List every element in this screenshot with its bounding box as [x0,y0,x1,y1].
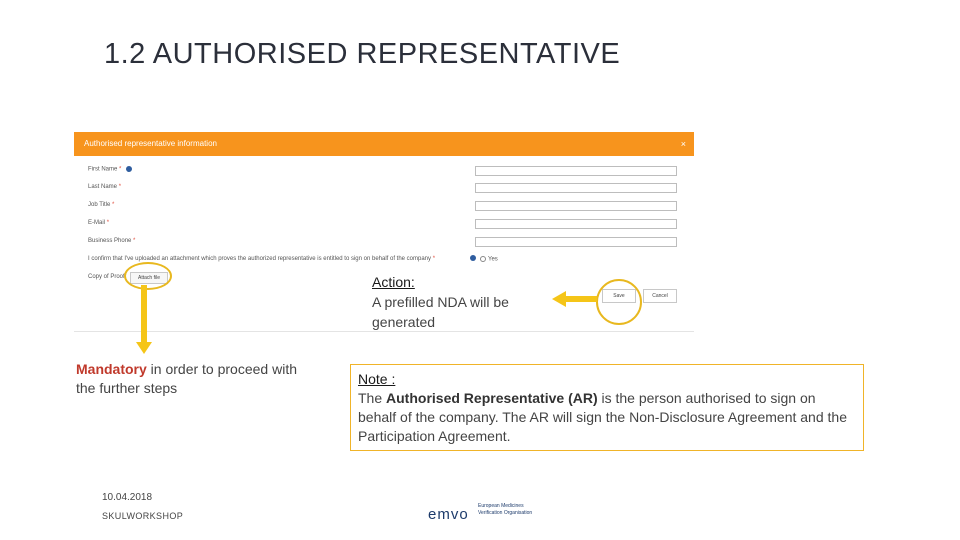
attach-highlight-circle [124,262,172,290]
mandatory-text: in order to proceed with the further steps [76,361,297,396]
note-heading: Note : [358,371,396,387]
mandatory-callout [76,360,316,398]
footer-event: SKULWORKSHOP [102,511,184,521]
first-name-label: First Name * [88,166,132,173]
job-title-input[interactable] [475,201,677,211]
attach-file-button[interactable]: Attach file [130,272,168,284]
form-header-title: Authorised representative information [84,139,217,148]
page-title: 1.2 AUTHORISED REPRESENTATIVE [104,38,621,70]
footer-date: 10.04.2018 [102,492,153,503]
copy-of-proof-label: Copy of Proof [88,274,125,280]
email-label: E-Mail * [88,220,110,226]
info-icon[interactable] [126,166,132,172]
logo-mark: emvo [428,506,469,523]
logo-text: European Medicines Verification Organisation [478,503,533,516]
mandatory-word: Mandatory [76,361,147,377]
radio-icon[interactable] [480,256,486,262]
arrow-down-icon [141,285,147,343]
action-heading: Action: [372,274,415,290]
action-text: A prefilled NDA will be generated [372,294,509,330]
note-bold-term: Authorised Representative (AR) [386,390,598,406]
last-name-input[interactable] [475,183,677,193]
save-highlight-circle [596,279,642,325]
cancel-button[interactable]: Cancel [643,289,677,303]
email-field[interactable] [475,219,677,229]
business-phone-label: Business Phone * [88,238,136,244]
last-name-label: Last Name * [88,184,122,190]
note-box: Note : The Authorised Representative (AR) is the person authorised to sign on behalf of the company. The AR will sign the Non-Disclosure Agreement and the Participation Agreement. [350,364,864,451]
confirm-label: I confirm that I've uploaded an attachment which proves the authorized representative is entitled to sign on behalf of the company * [88,256,436,262]
first-name-input[interactable] [475,166,677,176]
job-title-label: Job Title * [88,202,115,208]
business-phone-input[interactable] [475,237,677,247]
close-icon[interactable]: × [680,139,686,149]
save-button[interactable]: Save [602,289,636,303]
arrow-left-stem-icon [565,296,597,302]
arrow-left-icon [552,291,566,307]
action-callout [372,272,550,332]
info-icon[interactable] [470,255,476,261]
confirm-yes-radio[interactable]: Yes [480,256,498,263]
arrow-down-head-icon [136,342,152,354]
emvo-logo [428,502,538,528]
form-header [74,132,694,156]
